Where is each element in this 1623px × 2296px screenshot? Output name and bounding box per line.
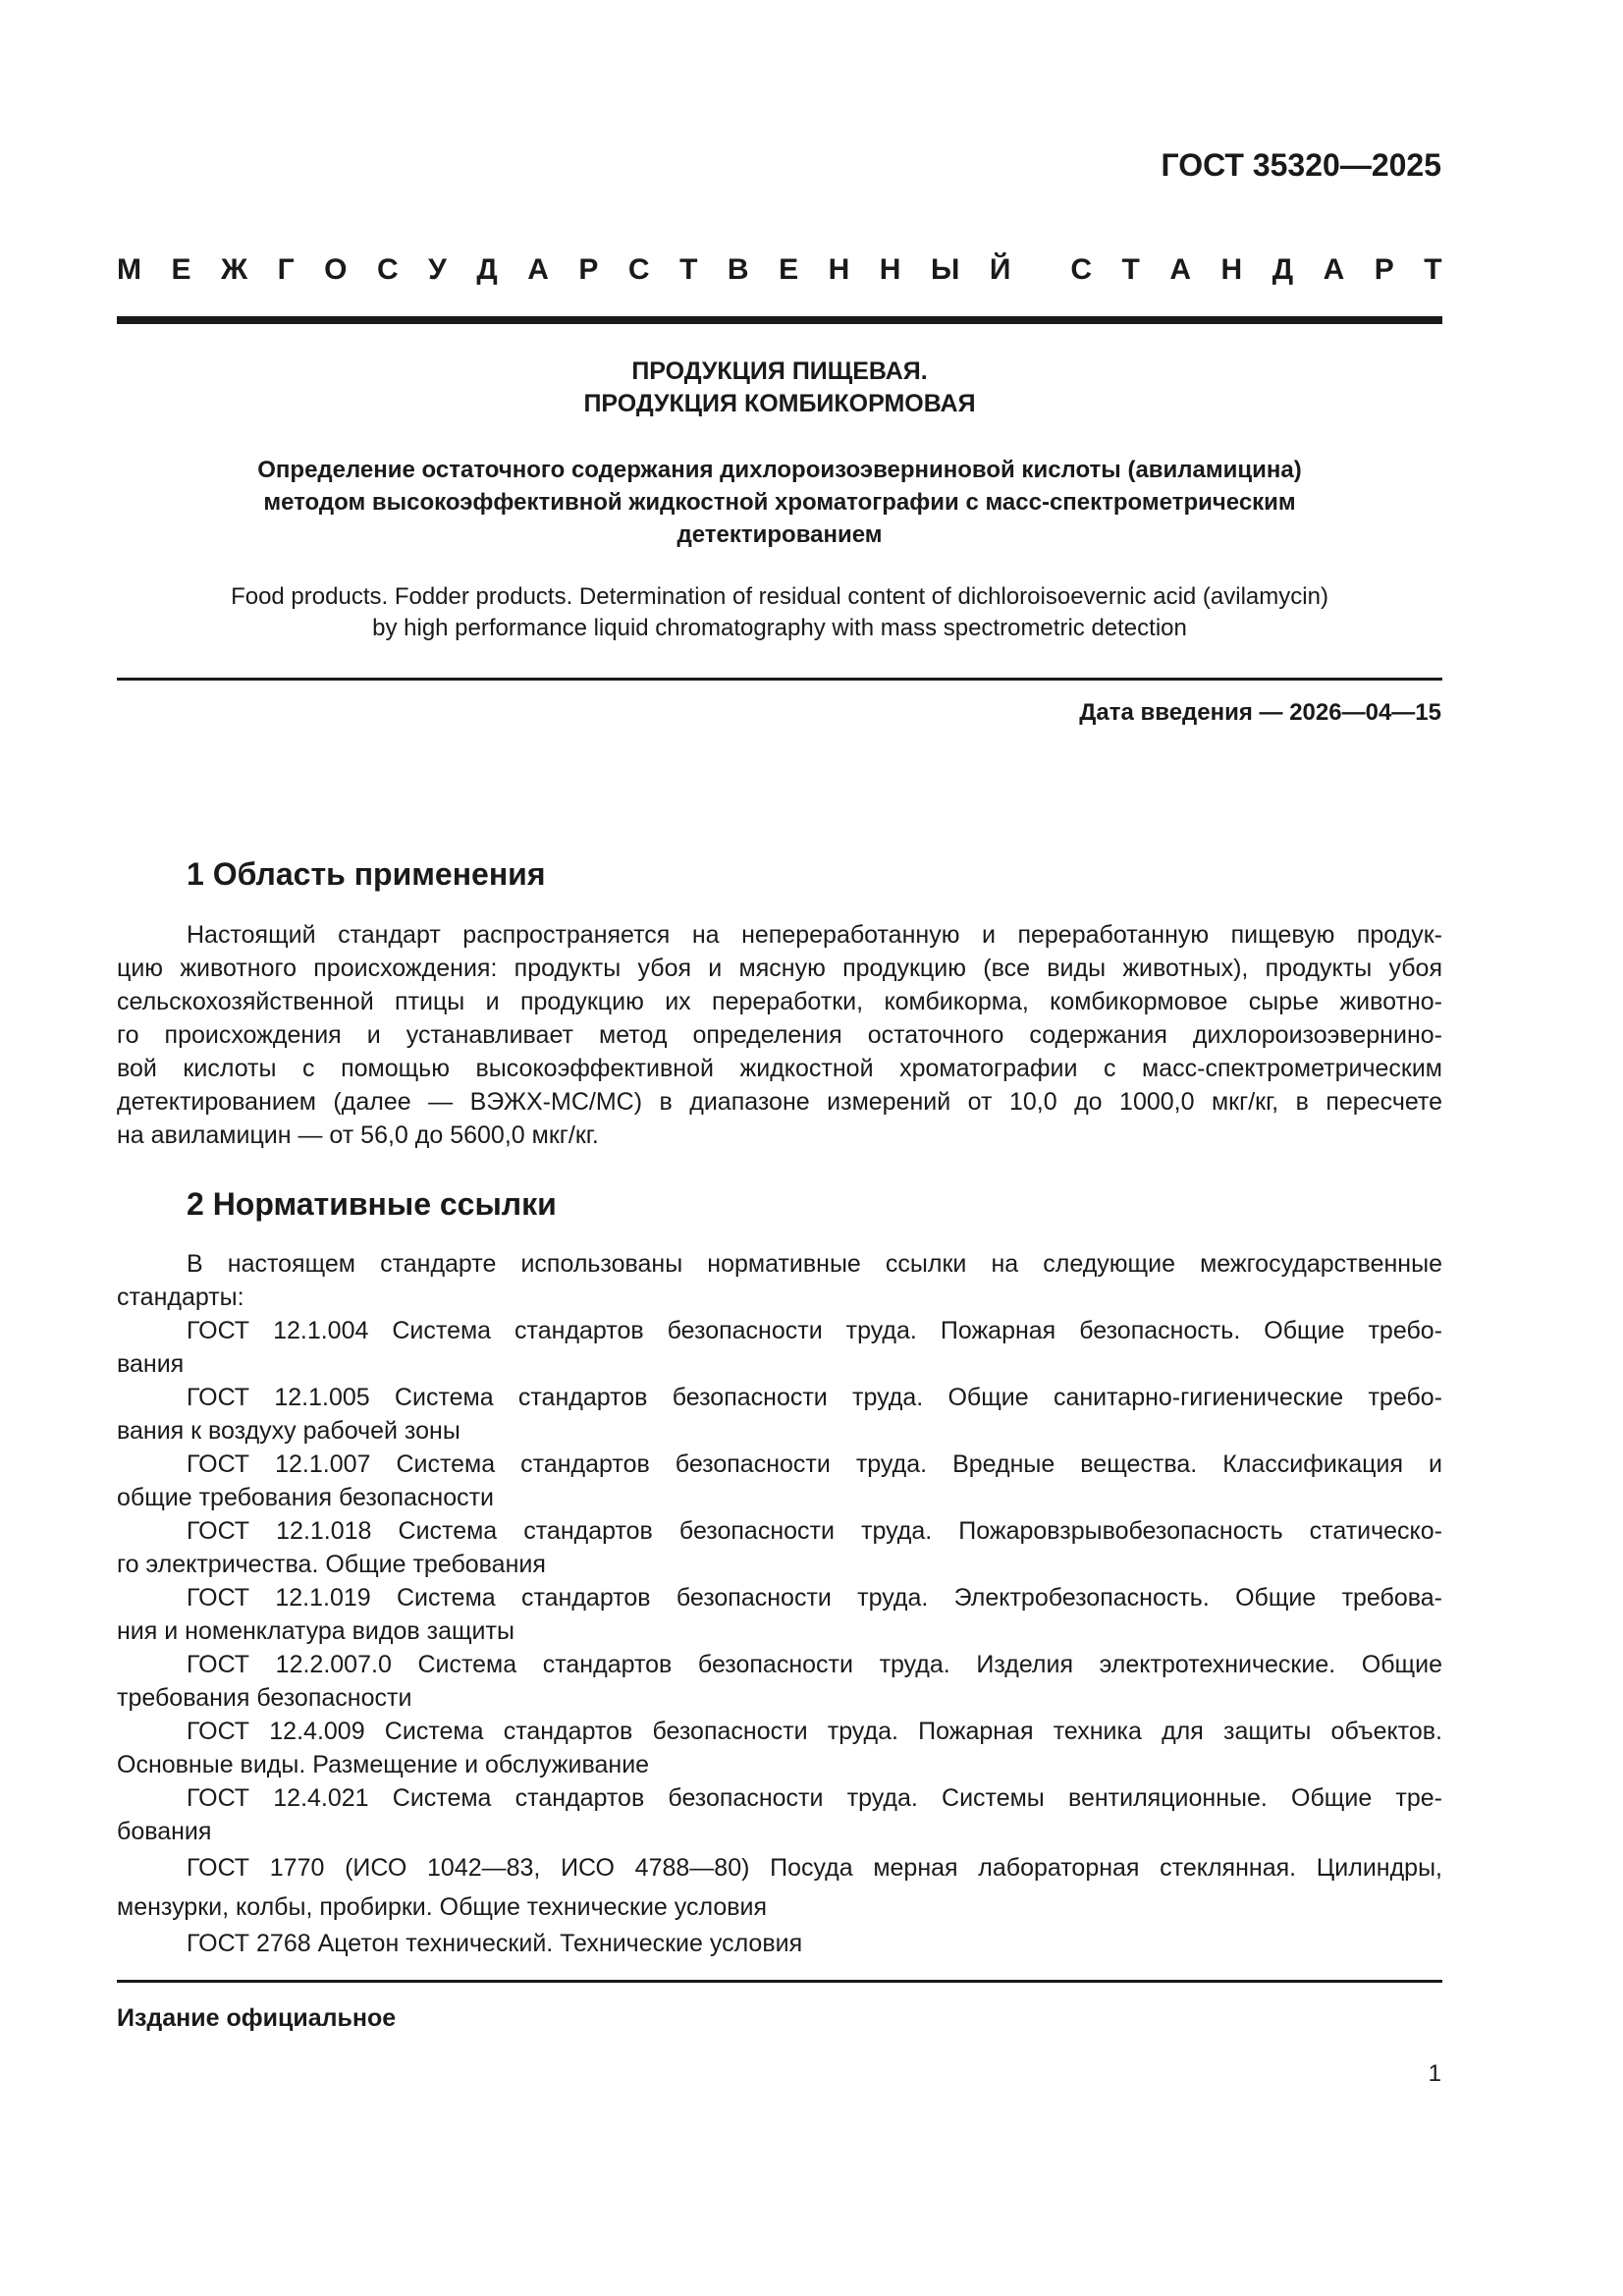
banner-letter: Й — [989, 253, 1011, 286]
document-subtitle — [117, 454, 1442, 551]
banner-letter: Р — [1374, 253, 1394, 286]
english-title — [117, 581, 1442, 644]
normative-reference — [117, 1581, 1442, 1648]
banner-letter: Ы — [930, 253, 960, 286]
normative-reference — [117, 1715, 1442, 1781]
paragraph-line: цию животного происхождения: продукты убоя и мясную продукцию (все виды животных), продукты убоя — [117, 955, 1442, 982]
subtitle-line: методом высокоэффективной жидкостной хроматографии с масс-спектрометрическим — [263, 489, 1296, 516]
reference-line: мензурки, колбы, пробирки. Общие технические условия — [117, 1893, 768, 1921]
banner-letter: А — [1169, 253, 1192, 286]
banner-letter: В — [727, 253, 749, 286]
paragraph-line: Настоящий стандарт распространяется на непереработанную и переработанную пищевую продук- — [187, 921, 1442, 949]
banner-letter: С — [1070, 253, 1093, 286]
banner-letter: С — [627, 253, 650, 286]
reference-line: общие требования безопасности — [117, 1484, 495, 1511]
banner-letter: О — [324, 253, 348, 286]
normative-reference — [117, 1448, 1442, 1514]
reference-line: бования — [117, 1818, 212, 1845]
reference-line: ГОСТ 12.1.005 Система стандартов безопасности труда. Общие санитарно-гигиенические требо- — [187, 1384, 1442, 1411]
subtitle-line: детектированием — [676, 521, 883, 548]
normative-reference — [117, 1648, 1442, 1715]
banner-letter: Д — [1271, 253, 1294, 286]
normative-reference — [117, 1314, 1442, 1381]
paragraph-line: на авиламицин — от 56,0 до 5600,0 мкг/кг. — [117, 1121, 599, 1149]
paragraph-line: В настоящем стандарте использованы нормативные ссылки на следующие межгосударственные — [187, 1250, 1442, 1278]
title-line: ПРОДУКЦИЯ ПИЩЕВАЯ. — [631, 357, 928, 385]
banner-letter: Т — [1121, 253, 1140, 286]
reference-line: Основные виды. Размещение и обслуживание — [117, 1751, 650, 1778]
normative-reference — [117, 1781, 1442, 1848]
interstate-standard-banner — [117, 253, 1442, 287]
paragraph-line: стандарты: — [117, 1284, 244, 1311]
introduction-date: Дата введения — 2026—04—15 — [1079, 699, 1441, 726]
reference-line: требования безопасности — [117, 1684, 412, 1712]
official-edition-label: Издание официальное — [117, 2004, 397, 2032]
banner-letter: Е — [779, 253, 799, 286]
reference-line: ГОСТ 1770 (ИСО 1042—83, ИСО 4788—80) Посуда мерная лабораторная стеклянная. Цилиндры, — [187, 1854, 1442, 1882]
banner-letter: Т — [1424, 253, 1442, 286]
english-title-line: by high performance liquid chromatography with mass spectrometric detection — [372, 615, 1187, 641]
paragraph-line: го происхождения и устанавливает метод определения остаточного содержания дихлороизоэвернино- — [117, 1021, 1442, 1049]
section-1-heading: 1 Область применения — [187, 856, 546, 892]
reference-line: ГОСТ 2768 Ацетон технический. Технические условия — [187, 1930, 803, 1957]
section-1-paragraph — [117, 918, 1442, 1152]
reference-line: ГОСТ 12.1.007 Система стандартов безопасности труда. Вредные вещества. Классификация и — [187, 1450, 1442, 1478]
title-rule — [117, 678, 1442, 681]
normative-reference — [117, 1381, 1442, 1448]
reference-line: вания — [117, 1350, 185, 1378]
footer-rule — [117, 1980, 1442, 1983]
page-number: 1 — [1428, 2060, 1441, 2087]
banner-letter: А — [527, 253, 549, 286]
reference-line: ГОСТ 12.2.007.0 Система стандартов безопасности труда. Изделия электротехнические. Общие — [187, 1651, 1442, 1678]
reference-line: ГОСТ 12.4.009 Система стандартов безопасности труда. Пожарная техника для защиты объектов. — [187, 1718, 1442, 1745]
section-2-body — [117, 1247, 1442, 1960]
reference-line: ГОСТ 12.1.004 Система стандартов безопасности труда. Пожарная безопасность. Общие требо- — [187, 1317, 1442, 1344]
english-title-line: Food products. Fodder products. Determination of residual content of dichloroisoevernic acid (avilamycin) — [231, 583, 1328, 610]
normative-reference — [117, 1514, 1442, 1581]
paragraph-line: сельскохозяйственной птицы и продукцию их переработки, комбикорма, комбикормовое сырье животно- — [117, 988, 1442, 1015]
banner-letter: У — [428, 253, 447, 286]
document-title — [117, 355, 1442, 420]
normative-reference — [117, 1848, 1442, 1927]
banner-letter: Н — [879, 253, 901, 286]
standard-number: ГОСТ 35320—2025 — [1161, 147, 1441, 183]
reference-line: вания к воздуху рабочей зоны — [117, 1417, 460, 1445]
banner-letter: Ж — [221, 253, 248, 286]
banner-letter: Т — [679, 253, 698, 286]
banner-letter: Д — [476, 253, 498, 286]
section-2-heading: 2 Нормативные ссылки — [187, 1186, 557, 1222]
reference-line: ГОСТ 12.4.021 Система стандартов безопасности труда. Системы вентиляционные. Общие тре- — [187, 1784, 1442, 1812]
paragraph-line: вой кислоты с помощью высокоэффективной жидкостной хроматографии с масс-спектрометрическим — [117, 1055, 1442, 1082]
title-line: ПРОДУКЦИЯ КОМБИКОРМОВАЯ — [583, 390, 976, 417]
reference-line: го электричества. Общие требования — [117, 1551, 546, 1578]
banner-letter: Е — [171, 253, 191, 286]
banner-letter: Н — [828, 253, 850, 286]
banner-letter: Н — [1220, 253, 1243, 286]
reference-line: ния и номенклатура видов защиты — [117, 1617, 514, 1645]
reference-line: ГОСТ 12.1.019 Система стандартов безопасности труда. Электробезопасность. Общие требова- — [187, 1584, 1442, 1612]
banner-letter: Р — [578, 253, 599, 286]
banner-letter: С — [377, 253, 399, 286]
header-rule — [117, 316, 1442, 324]
banner-letter: А — [1323, 253, 1345, 286]
paragraph-line: детектированием (далее — ВЭЖХ-МС/МС) в диапазоне измерений от 10,0 до 1000,0 мкг/кг, в пересчете — [117, 1088, 1442, 1116]
banner-letter: М — [117, 253, 141, 286]
subtitle-line: Определение остаточного содержания дихлороизоэверниновой кислоты (авиламицина) — [257, 457, 1302, 483]
banner-letter: Г — [277, 253, 295, 286]
reference-line: ГОСТ 12.1.018 Система стандартов безопасности труда. Пожаровзрывобезопасность статическо- — [187, 1517, 1442, 1545]
